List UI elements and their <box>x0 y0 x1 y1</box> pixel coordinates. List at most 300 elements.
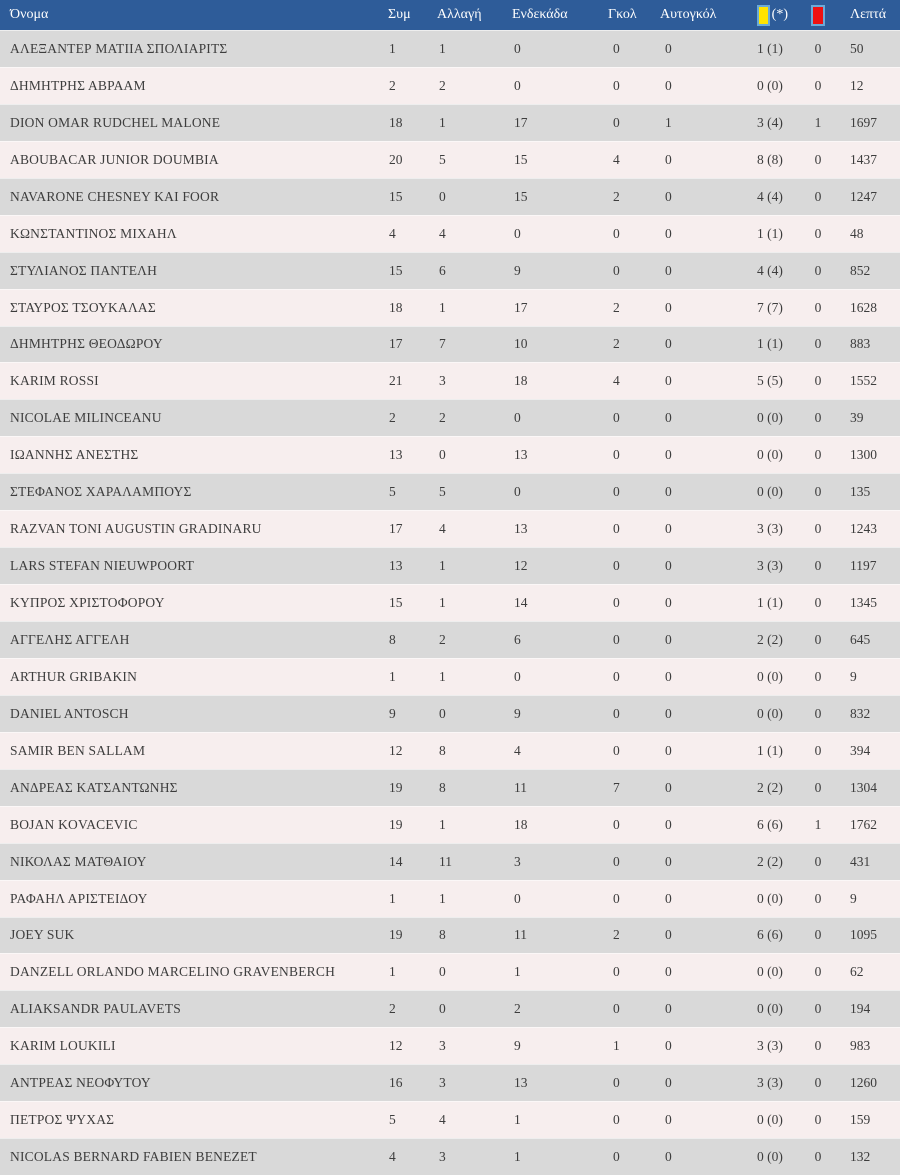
starting-eleven-value: 0 <box>514 410 521 426</box>
starting-eleven-value: 18 <box>514 816 528 832</box>
yellow-cards-value: 0 (0) <box>757 410 783 426</box>
minutes-value: 1260 <box>850 1075 877 1091</box>
player-name: ARTHUR GRIBAKIN <box>10 668 138 684</box>
own-goals-value: 0 <box>665 668 672 684</box>
goals-value: 0 <box>613 225 620 241</box>
appearances-value: 2 <box>389 1001 396 1017</box>
starting-eleven-value: 9 <box>514 705 521 721</box>
substitution-value: 8 <box>439 779 446 795</box>
substitution-value: 0 <box>439 1001 446 1017</box>
red-cards-value: 0 <box>814 890 822 906</box>
player-name: ΠΕΤΡΟΣ ΨΥΧΑΣ <box>10 1112 115 1128</box>
own-goals-value: 0 <box>665 890 672 906</box>
player-name: ALIAKSANDR PAULAVETS <box>10 1001 181 1017</box>
own-goals-value: 0 <box>665 188 672 204</box>
appearances-value: 5 <box>389 1112 396 1128</box>
own-goals-value: 0 <box>665 447 672 463</box>
own-goals-value: 0 <box>665 521 672 537</box>
own-goals-value: 0 <box>665 1149 672 1165</box>
minutes-value: 1345 <box>850 595 877 611</box>
column-header-minutes <box>848 7 900 23</box>
yellow-cards-value: 0 (0) <box>757 1149 783 1165</box>
substitution-value: 4 <box>439 521 446 537</box>
red-cards-value: 0 <box>814 668 822 684</box>
starting-eleven-value: 4 <box>514 742 521 758</box>
substitution-value: 2 <box>439 631 446 647</box>
column-header-starting-eleven-label: Ενδεκάδα <box>512 7 568 22</box>
own-goals-value: 0 <box>665 1112 672 1128</box>
starting-eleven-value: 0 <box>514 484 521 500</box>
minutes-value: 1628 <box>850 299 877 315</box>
substitution-value: 1 <box>439 816 446 832</box>
red-cards-value: 0 <box>814 151 822 167</box>
goals-value: 0 <box>613 595 620 611</box>
goals-value: 2 <box>613 299 620 315</box>
red-cards-value: 0 <box>814 40 822 56</box>
minutes-value: 1762 <box>850 816 877 832</box>
own-goals-value: 0 <box>665 1001 672 1017</box>
yellow-cards-value: 0 (0) <box>757 668 783 684</box>
table-row <box>0 1101 900 1138</box>
substitution-value: 5 <box>439 484 446 500</box>
substitution-value: 6 <box>439 262 446 278</box>
table-row <box>0 252 900 289</box>
appearances-value: 5 <box>389 484 396 500</box>
starting-eleven-value: 12 <box>514 558 528 574</box>
table-row <box>0 215 900 252</box>
goals-value: 0 <box>613 1075 620 1091</box>
substitution-value: 2 <box>439 410 446 426</box>
goals-value: 2 <box>613 188 620 204</box>
starting-eleven-value: 17 <box>514 299 528 315</box>
goals-value: 0 <box>613 77 620 93</box>
appearances-value: 1 <box>389 964 396 980</box>
player-name: ΑΝΔΡΕΑΣ ΚΑΤΣΑΝΤΩΝΗΣ <box>10 779 178 795</box>
table-row <box>0 806 900 843</box>
yellow-cards-value: 1 (1) <box>757 40 783 56</box>
player-name: ΣΤΑΥΡΟΣ ΤΣΟΥΚΑΛΑΣ <box>10 299 156 315</box>
red-cards-value: 0 <box>814 631 822 647</box>
own-goals-value: 0 <box>665 816 672 832</box>
red-cards-value: 0 <box>814 225 822 241</box>
own-goals-value: 0 <box>665 779 672 795</box>
table-row <box>0 1064 900 1101</box>
starting-eleven-value: 0 <box>514 77 521 93</box>
goals-value: 0 <box>613 1112 620 1128</box>
starting-eleven-value: 1 <box>514 1149 521 1165</box>
red-cards-value: 0 <box>814 521 822 537</box>
player-name: ΝΙΚΟΛΑΣ ΜΑΤΘΑΙΟΥ <box>10 853 147 869</box>
red-cards-value: 0 <box>814 262 822 278</box>
yellow-cards-value: 3 (3) <box>757 521 783 537</box>
column-header-name-label: Όνομα <box>10 7 49 22</box>
goals-value: 0 <box>613 521 620 537</box>
goals-value: 0 <box>613 853 620 869</box>
player-name: ΣΤΕΦΑΝΟΣ ΧΑΡΑΛΑΜΠΟΥΣ <box>10 484 192 500</box>
substitution-value: 4 <box>439 225 446 241</box>
table-row <box>0 1138 900 1175</box>
substitution-value: 0 <box>439 705 446 721</box>
yellow-cards-value: 1 (1) <box>757 742 783 758</box>
table-row <box>0 953 900 990</box>
minutes-value: 852 <box>850 262 871 278</box>
starting-eleven-value: 9 <box>514 1038 521 1054</box>
column-header-own-goals <box>653 7 748 23</box>
player-name: DION OMAR RUDCHEL MALONE <box>10 114 221 130</box>
own-goals-value: 0 <box>665 40 672 56</box>
goals-value: 0 <box>613 705 620 721</box>
red-cards-value: 0 <box>814 299 822 315</box>
own-goals-value: 0 <box>665 558 672 574</box>
starting-eleven-value: 10 <box>514 336 528 352</box>
minutes-value: 1304 <box>850 779 877 795</box>
yellow-cards-value: 0 (0) <box>757 77 783 93</box>
yellow-card-icon <box>757 5 770 26</box>
red-cards-value: 0 <box>814 1149 822 1165</box>
own-goals-value: 0 <box>665 1075 672 1091</box>
yellow-cards-value: 4 (4) <box>757 262 783 278</box>
table-row <box>0 399 900 436</box>
column-header-yellow-cards <box>748 5 788 26</box>
yellow-cards-value: 3 (4) <box>757 114 783 130</box>
table-row <box>0 547 900 584</box>
starting-eleven-value: 11 <box>514 927 527 943</box>
own-goals-value: 0 <box>665 299 672 315</box>
player-name: SAMIR BEN SALLAM <box>10 742 146 758</box>
player-name: BOJAN KOVACEVIC <box>10 816 138 832</box>
yellow-cards-value: 0 (0) <box>757 1112 783 1128</box>
substitution-value: 8 <box>439 742 446 758</box>
own-goals-value: 0 <box>665 225 672 241</box>
own-goals-value: 0 <box>665 742 672 758</box>
player-name: ΚΥΠΡΟΣ ΧΡΙΣΤΟΦΟΡΟΥ <box>10 595 165 611</box>
appearances-value: 20 <box>389 151 403 167</box>
red-cards-value: 0 <box>814 595 822 611</box>
substitution-value: 8 <box>439 927 446 943</box>
goals-value: 0 <box>613 114 620 130</box>
appearances-value: 4 <box>389 1149 396 1165</box>
minutes-value: 132 <box>850 1149 871 1165</box>
red-cards-value: 0 <box>814 1038 822 1054</box>
player-name: DANIEL ANTOSCH <box>10 705 129 721</box>
minutes-value: 645 <box>850 631 871 647</box>
red-cards-value: 0 <box>814 779 822 795</box>
substitution-value: 5 <box>439 151 446 167</box>
substitution-value: 7 <box>439 336 446 352</box>
player-name: KARIM LOUKILI <box>10 1038 116 1054</box>
yellow-cards-value: 1 (1) <box>757 225 783 241</box>
red-cards-value: 0 <box>814 373 822 389</box>
starting-eleven-value: 11 <box>514 779 527 795</box>
player-name: JOEY SUK <box>10 927 75 943</box>
minutes-value: 39 <box>850 410 864 426</box>
starting-eleven-value: 6 <box>514 631 521 647</box>
starting-eleven-value: 0 <box>514 40 521 56</box>
red-cards-value: 1 <box>814 114 822 130</box>
red-cards-value: 0 <box>814 447 822 463</box>
goals-value: 1 <box>613 1038 620 1054</box>
goals-value: 0 <box>613 1001 620 1017</box>
appearances-value: 4 <box>389 225 396 241</box>
minutes-value: 1437 <box>850 151 877 167</box>
appearances-value: 15 <box>389 595 403 611</box>
table-row <box>0 362 900 399</box>
own-goals-value: 0 <box>665 964 672 980</box>
goals-value: 2 <box>613 336 620 352</box>
minutes-value: 883 <box>850 336 871 352</box>
substitution-value: 1 <box>439 558 446 574</box>
minutes-value: 159 <box>850 1112 871 1128</box>
yellow-cards-value: 2 (2) <box>757 779 783 795</box>
yellow-cards-value: 4 (4) <box>757 188 783 204</box>
minutes-value: 1243 <box>850 521 877 537</box>
minutes-value: 135 <box>850 484 871 500</box>
starting-eleven-value: 13 <box>514 1075 528 1091</box>
appearances-value: 12 <box>389 1038 403 1054</box>
minutes-value: 1095 <box>850 927 877 943</box>
yellow-cards-value: 1 (1) <box>757 595 783 611</box>
substitution-value: 4 <box>439 1112 446 1128</box>
own-goals-value: 0 <box>665 853 672 869</box>
goals-value: 0 <box>613 262 620 278</box>
substitution-value: 1 <box>439 299 446 315</box>
player-name: ΑΓΓΕΛΗΣ ΑΓΓΕΛΗ <box>10 631 130 647</box>
table-row <box>0 658 900 695</box>
substitution-value: 2 <box>439 77 446 93</box>
player-name: NICOLAE MILINCEANU <box>10 410 162 426</box>
appearances-value: 17 <box>389 521 403 537</box>
own-goals-value: 0 <box>665 262 672 278</box>
appearances-value: 2 <box>389 410 396 426</box>
yellow-cards-value: 1 (1) <box>757 336 783 352</box>
player-name: ΔΗΜΗΤΡΗΣ ΘΕΟΔΩΡΟΥ <box>10 336 163 352</box>
player-name: ΡΑΦΑΗΛ ΑΡΙΣΤΕΙΔΟΥ <box>10 890 148 906</box>
starting-eleven-value: 17 <box>514 114 528 130</box>
appearances-value: 9 <box>389 705 396 721</box>
appearances-value: 12 <box>389 742 403 758</box>
yellow-cards-value: 0 (0) <box>757 964 783 980</box>
column-header-minutes-label: Λεπτά <box>850 7 887 22</box>
yellow-cards-value: 3 (3) <box>757 1075 783 1091</box>
starting-eleven-value: 0 <box>514 668 521 684</box>
substitution-value: 0 <box>439 188 446 204</box>
table-header-row <box>0 0 900 30</box>
red-cards-value: 0 <box>814 1001 822 1017</box>
own-goals-value: 0 <box>665 595 672 611</box>
red-cards-value: 1 <box>814 816 822 832</box>
minutes-value: 50 <box>850 40 864 56</box>
yellow-cards-value: 0 (0) <box>757 705 783 721</box>
table-row <box>0 584 900 621</box>
table-row <box>0 917 900 954</box>
red-cards-value: 0 <box>814 1075 822 1091</box>
table-row <box>0 141 900 178</box>
starting-eleven-value: 13 <box>514 447 528 463</box>
player-name: ΑΛΕΞΑΝΤΕΡ ΜΑΤΙΙΑ ΣΠΟΛΙΑΡΙΤΣ <box>10 40 228 56</box>
starting-eleven-value: 2 <box>514 1001 521 1017</box>
appearances-value: 18 <box>389 114 403 130</box>
substitution-value: 1 <box>439 595 446 611</box>
substitution-value: 3 <box>439 1149 446 1165</box>
table-row <box>0 843 900 880</box>
table-body <box>0 30 900 1175</box>
column-header-red-cards <box>788 5 848 26</box>
appearances-value: 1 <box>389 668 396 684</box>
red-cards-value: 0 <box>814 188 822 204</box>
goals-value: 0 <box>613 410 620 426</box>
substitution-value: 1 <box>439 668 446 684</box>
yellow-cards-value: 0 (0) <box>757 447 783 463</box>
appearances-value: 17 <box>389 336 403 352</box>
starting-eleven-value: 15 <box>514 188 528 204</box>
player-name: RAZVAN TONI AUGUSTIN GRADINARU <box>10 521 262 537</box>
column-header-substitution <box>430 7 505 23</box>
red-cards-value: 0 <box>814 964 822 980</box>
goals-value: 0 <box>613 668 620 684</box>
starting-eleven-value: 9 <box>514 262 521 278</box>
minutes-value: 62 <box>850 964 864 980</box>
table-row <box>0 67 900 104</box>
table-row <box>0 473 900 510</box>
minutes-value: 9 <box>850 890 857 906</box>
table-row <box>0 621 900 658</box>
own-goals-value: 0 <box>665 77 672 93</box>
column-header-appearances-label: Συμ <box>388 7 411 22</box>
table-row <box>0 769 900 806</box>
own-goals-value: 1 <box>665 114 672 130</box>
yellow-cards-value: 2 (2) <box>757 853 783 869</box>
red-cards-value: 0 <box>814 410 822 426</box>
player-name: KARIM ROSSI <box>10 373 99 389</box>
column-header-name <box>0 7 380 23</box>
own-goals-value: 0 <box>665 631 672 647</box>
starting-eleven-value: 0 <box>514 225 521 241</box>
table-row <box>0 695 900 732</box>
appearances-value: 14 <box>389 853 403 869</box>
player-name: ΙΩΑΝΝΗΣ ΑΝΕΣΤΗΣ <box>10 447 139 463</box>
substitution-value: 1 <box>439 890 446 906</box>
substitution-value: 11 <box>439 853 452 869</box>
substitution-value: 1 <box>439 114 446 130</box>
yellow-cards-value: 7 (7) <box>757 299 783 315</box>
red-cards-value: 0 <box>814 742 822 758</box>
minutes-value: 194 <box>850 1001 871 1017</box>
yellow-cards-value: 3 (3) <box>757 558 783 574</box>
yellow-cards-value: 2 (2) <box>757 631 783 647</box>
minutes-value: 1197 <box>850 558 877 574</box>
appearances-value: 18 <box>389 299 403 315</box>
goals-value: 2 <box>613 927 620 943</box>
table-row <box>0 436 900 473</box>
appearances-value: 21 <box>389 373 403 389</box>
yellow-cards-value: 0 (0) <box>757 890 783 906</box>
player-name: NAVARONE CHESNEY KAI FOOR <box>10 188 220 204</box>
appearances-value: 2 <box>389 77 396 93</box>
column-header-appearances <box>380 7 430 23</box>
starting-eleven-value: 0 <box>514 890 521 906</box>
yellow-cards-value: 6 (6) <box>757 927 783 943</box>
minutes-value: 983 <box>850 1038 871 1054</box>
table-row <box>0 880 900 917</box>
red-cards-value: 0 <box>814 927 822 943</box>
minutes-value: 9 <box>850 668 857 684</box>
substitution-value: 1 <box>439 40 446 56</box>
table-row <box>0 1027 900 1064</box>
yellow-cards-value: 6 (6) <box>757 816 783 832</box>
appearances-value: 19 <box>389 927 403 943</box>
goals-value: 0 <box>613 484 620 500</box>
table-row <box>0 510 900 547</box>
red-cards-value: 0 <box>814 1112 822 1128</box>
substitution-value: 0 <box>439 447 446 463</box>
red-cards-value: 0 <box>814 558 822 574</box>
appearances-value: 8 <box>389 631 396 647</box>
table-row <box>0 178 900 215</box>
appearances-value: 1 <box>389 40 396 56</box>
goals-value: 0 <box>613 40 620 56</box>
red-cards-value: 0 <box>814 484 822 500</box>
player-name: LARS STEFAN NIEUWPOORT <box>10 558 195 574</box>
minutes-value: 48 <box>850 225 864 241</box>
column-header-starting-eleven <box>505 7 601 23</box>
own-goals-value: 0 <box>665 151 672 167</box>
column-header-own-goals-label: Αυτογκόλ <box>660 7 717 22</box>
goals-value: 0 <box>613 742 620 758</box>
starting-eleven-value: 1 <box>514 1112 521 1128</box>
yellow-cards-value: 5 (5) <box>757 373 783 389</box>
starting-eleven-value: 14 <box>514 595 528 611</box>
goals-value: 4 <box>613 151 620 167</box>
goals-value: 7 <box>613 779 620 795</box>
player-name: NICOLAS BERNARD FABIEN BENEZET <box>10 1149 257 1165</box>
minutes-value: 431 <box>850 853 871 869</box>
red-cards-value: 0 <box>814 853 822 869</box>
minutes-value: 832 <box>850 705 871 721</box>
own-goals-value: 0 <box>665 927 672 943</box>
minutes-value: 394 <box>850 742 871 758</box>
player-name: DANZELL ORLANDO MARCELINO GRAVENBERCH <box>10 964 336 980</box>
starting-eleven-value: 13 <box>514 521 528 537</box>
own-goals-value: 0 <box>665 1038 672 1054</box>
red-cards-value: 0 <box>814 336 822 352</box>
table-row <box>0 30 900 67</box>
yellow-cards-value: 0 (0) <box>757 1001 783 1017</box>
column-header-goals <box>601 7 653 23</box>
yellow-cards-value: 0 (0) <box>757 484 783 500</box>
goals-value: 0 <box>613 890 620 906</box>
yellow-cards-value: 8 (8) <box>757 151 783 167</box>
appearances-value: 1 <box>389 890 396 906</box>
own-goals-value: 0 <box>665 410 672 426</box>
goals-value: 0 <box>613 631 620 647</box>
substitution-value: 0 <box>439 964 446 980</box>
starting-eleven-value: 3 <box>514 853 521 869</box>
red-cards-value: 0 <box>814 77 822 93</box>
column-header-goals-label: Γκολ <box>608 7 637 22</box>
own-goals-value: 0 <box>665 336 672 352</box>
minutes-value: 1552 <box>850 373 877 389</box>
goals-value: 0 <box>613 558 620 574</box>
minutes-value: 12 <box>850 77 864 93</box>
table-row <box>0 326 900 363</box>
substitution-value: 3 <box>439 373 446 389</box>
appearances-value: 13 <box>389 558 403 574</box>
column-header-substitution-label: Αλλαγή <box>437 7 482 22</box>
own-goals-value: 0 <box>665 373 672 389</box>
appearances-value: 15 <box>389 262 403 278</box>
starting-eleven-value: 18 <box>514 373 528 389</box>
starting-eleven-value: 1 <box>514 964 521 980</box>
